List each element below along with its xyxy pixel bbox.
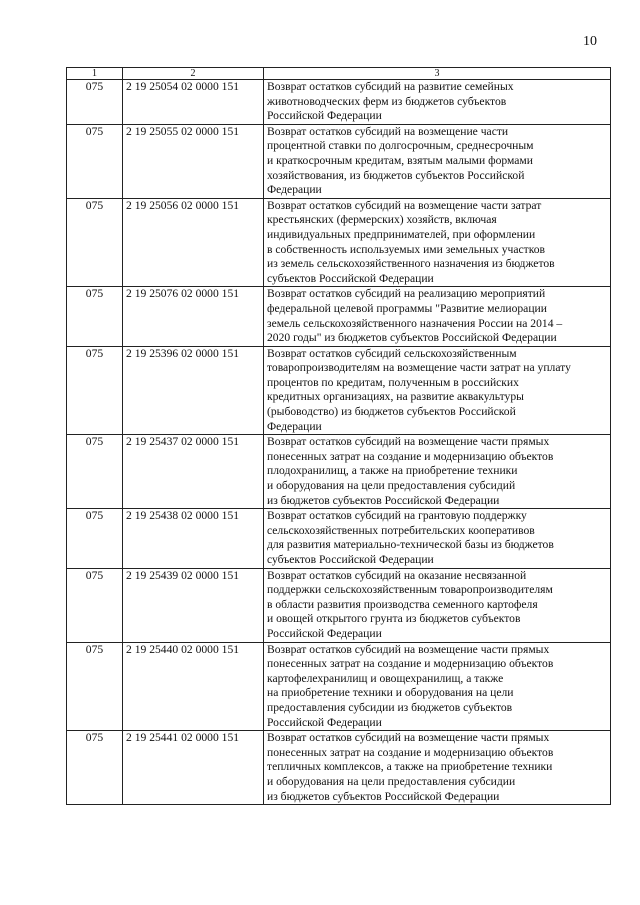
description-line: Федерации: [267, 419, 322, 433]
description-line: индивидуальных предпринимателей, при оформлении: [267, 227, 536, 241]
description-cell: [264, 287, 611, 346]
description-line: кредитных организациях, на развитие аквакультуры: [267, 390, 524, 404]
description-line: Возврат остатков субсидий на развитие семейных: [267, 80, 514, 93]
table-body: [67, 80, 611, 805]
budget-classification-code-cell: 2 19 25076 02 0000 151: [123, 287, 264, 346]
description-line: и краткосрочным кредитам, взятым малыми формами: [267, 153, 533, 167]
description-line: Российской Федерации: [267, 626, 382, 640]
description-line: поддержки сельскохозяйственным товаропроизводителям: [267, 583, 553, 597]
description-line: Возврат остатков субсидий на возмещение части прямых: [267, 435, 550, 449]
description-line: для развития материально-технической базы из бюджетов: [267, 538, 554, 552]
description-line: из бюджетов субъектов Российской Федерации: [267, 789, 500, 803]
description-line: из земель сельскохозяйственного назначения из бюджетов: [267, 257, 555, 271]
budget-classification-code-cell: 2 19 25439 02 0000 151: [123, 568, 264, 642]
description-cell: [264, 731, 611, 805]
budget-classification-code-cell: 2 19 25438 02 0000 151: [123, 509, 264, 568]
description-line: (рыбоводство) из бюджетов субъектов Российской: [267, 405, 516, 419]
description-line: из бюджетов субъектов Российской Федерации: [267, 493, 500, 507]
description-line: понесенных затрат на создание и модернизацию объектов: [267, 449, 554, 463]
column-header-2: 2: [123, 68, 264, 80]
description-line: 2020 годы" из бюджетов субъектов Российской Федерации: [267, 331, 557, 345]
table-row: [67, 80, 611, 125]
description-line: Возврат остатков субсидий на возмещение части: [267, 124, 509, 138]
table-row: [67, 346, 611, 435]
description-line: Возврат остатков субсидий на реализацию мероприятий: [267, 287, 546, 301]
budget-classification-code-cell: 2 19 25056 02 0000 151: [123, 198, 264, 287]
administrator-code-cell: 075: [67, 731, 123, 805]
description-line: и оборудования на цели предоставления субсидий: [267, 479, 516, 493]
description-line: субъектов Российской Федерации: [267, 271, 434, 285]
administrator-code-cell: 075: [67, 568, 123, 642]
table-row: [67, 568, 611, 642]
budget-classification-code-cell: 2 19 25055 02 0000 151: [123, 124, 264, 198]
administrator-code-cell: 075: [67, 642, 123, 731]
administrator-code-cell: 075: [67, 198, 123, 287]
administrator-code-cell: 075: [67, 80, 123, 125]
description-line: на приобретение техники и оборудования на цели: [267, 686, 514, 700]
description-line: животноводческих ферм из бюджетов субъектов: [267, 94, 507, 108]
description-line: плодохранилищ, а также на приобретение техники: [267, 464, 518, 478]
description-line: товаропроизводителям на возмещение части затрат на уплату: [267, 361, 571, 375]
description-cell: [264, 80, 611, 125]
description-cell: [264, 509, 611, 568]
column-header-1: 1: [67, 68, 123, 80]
administrator-code-cell: 075: [67, 124, 123, 198]
description-line: субъектов Российской Федерации: [267, 553, 434, 566]
budget-classification-code-cell: 2 19 25396 02 0000 151: [123, 346, 264, 435]
description-line: предоставления субсидии из бюджетов субъектов: [267, 700, 513, 714]
description-line: Возврат остатков субсидий на грантовую поддержку: [267, 509, 527, 523]
description-cell: [264, 568, 611, 642]
budget-classification-code-cell: 2 19 25440 02 0000 151: [123, 642, 264, 731]
table-header-row: [67, 68, 611, 80]
table-row: [67, 198, 611, 287]
administrator-code-cell: 075: [67, 509, 123, 568]
table-row: [67, 287, 611, 346]
administrator-code-cell: 075: [67, 435, 123, 509]
administrator-code-cell: 075: [67, 287, 123, 346]
description-line: Возврат остатков субсидий на оказание несвязанной: [267, 568, 527, 582]
description-line: и овощей открытого грунта из бюджетов субъектов: [267, 612, 521, 626]
description-line: процентов по кредитам, полученным в российских: [267, 375, 519, 389]
column-header-3: 3: [264, 68, 611, 80]
description-line: хозяйствования, из бюджетов субъектов Российской: [267, 168, 525, 182]
description-cell: [264, 435, 611, 509]
description-line: в области развития производства семенного картофеля: [267, 597, 538, 611]
description-line: Возврат остатков субсидий на возмещение части прямых: [267, 642, 550, 656]
table-row: [67, 642, 611, 731]
description-cell: [264, 642, 611, 731]
description-line: федеральной целевой программы "Развитие мелиорации: [267, 301, 547, 315]
description-line: Российской Федерации: [267, 715, 382, 729]
description-line: тепличных комплексов, а также на приобретение техники: [267, 760, 553, 774]
description-cell: [264, 124, 611, 198]
budget-classification-code-cell: 2 19 25437 02 0000 151: [123, 435, 264, 509]
description-line: Возврат остатков субсидий на возмещение части прямых: [267, 731, 550, 745]
description-line: и оборудования на цели предоставления субсидии: [267, 774, 516, 788]
page-number: 10: [583, 34, 597, 49]
description-line: Возврат остатков субсидий на возмещение части затрат: [267, 198, 542, 212]
table-row: [67, 731, 611, 805]
description-line: процентной ставки по долгосрочным, среднесрочным: [267, 139, 534, 153]
description-line: земель сельскохозяйственного назначения России на 2014 –: [267, 316, 563, 330]
description-line: крестьянских (фермерских) хозяйств, включая: [267, 213, 497, 227]
administrator-code-cell: 075: [67, 346, 123, 435]
description-cell: [264, 198, 611, 287]
description-line: понесенных затрат на создание и модернизацию объектов: [267, 745, 554, 759]
table-row: [67, 509, 611, 568]
description-line: Возврат остатков субсидий сельскохозяйственным: [267, 346, 517, 360]
table-row: [67, 435, 611, 509]
budget-classification-code-cell: 2 19 25441 02 0000 151: [123, 731, 264, 805]
description-line: в собственность используемых ими земельных участков: [267, 242, 546, 256]
description-line: понесенных затрат на создание и модернизацию объектов: [267, 657, 554, 671]
table-row: [67, 124, 611, 198]
description-line: картофелехранилищ и овощехранилищ, а также: [267, 671, 504, 685]
description-line: Российской Федерации: [267, 109, 382, 123]
description-line: сельскохозяйственных потребительских кооперативов: [267, 523, 535, 537]
budget-classification-code-cell: 2 19 25054 02 0000 151: [123, 80, 264, 125]
description-cell: [264, 346, 611, 435]
budget-codes-table: [66, 67, 611, 805]
description-line: Федерации: [267, 183, 322, 197]
